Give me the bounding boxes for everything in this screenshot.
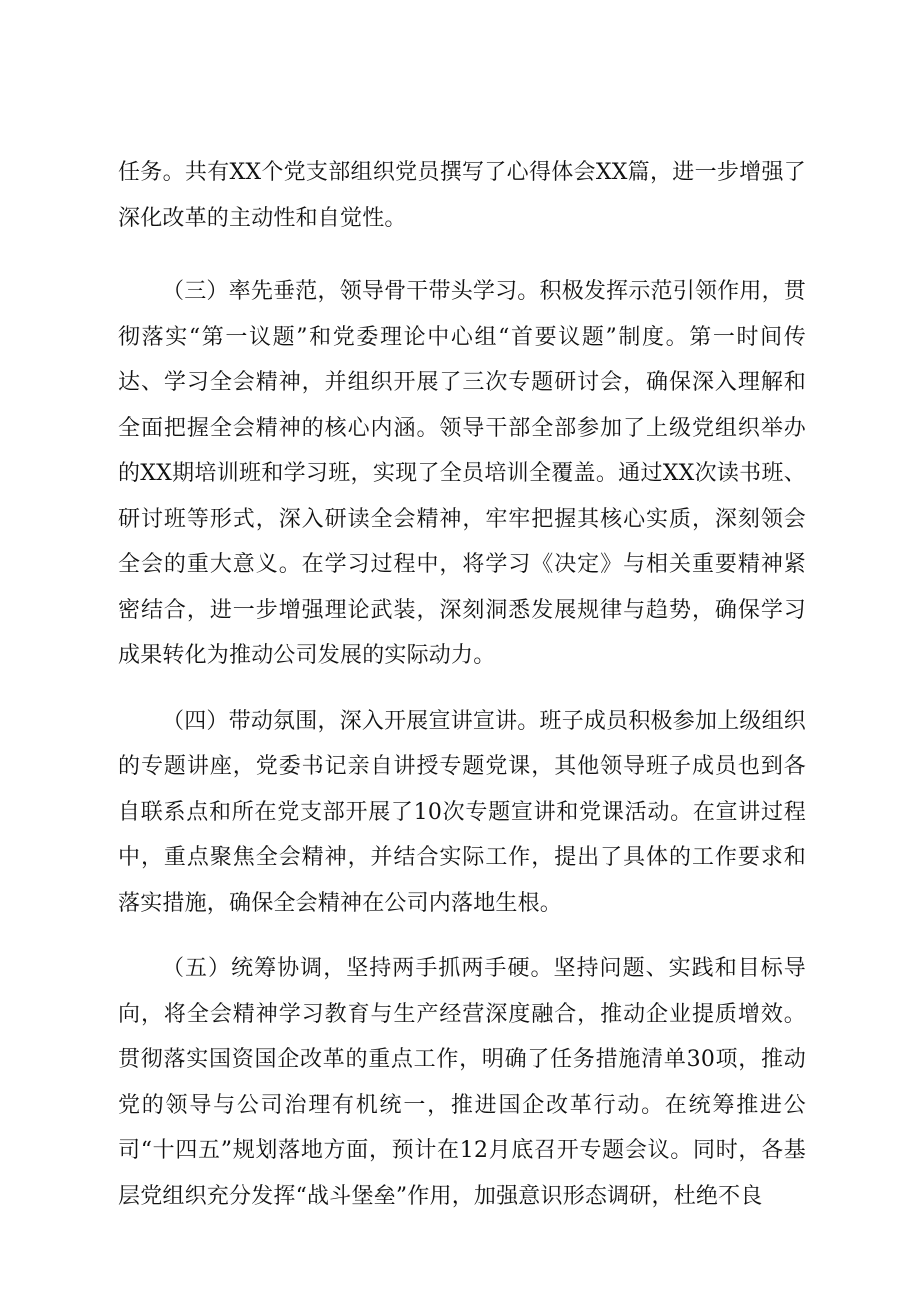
paragraph-section-five: （五）统筹协调，坚持两手抓两手硬。坚持问题、实践和目标导向，将全会精神学习教育与生产经营深度融合，推动企业提质增效。贯彻落实国资国企改革的重点工作，明确了任务措施清单30项，推动党的领导与公司治理有机统一，推进国企改革行动。在统筹推进公司“十四五”规划落地方面，预计在12月底召开专题会议。同时，各基层党组织充分发挥“战斗堡垒”作用，加强意识形态调研，杜绝不良 bbox=[118, 956, 806, 1209]
paragraph-section-four: （四）带动氛围，深入开展宣讲宣讲。班子成员积极参加上级组织的专题讲座，党委书记亲自讲授专题党课，其他领导班子成员也到各自联系点和所在党支部开展了10次专题宣讲和党课活动。在宣讲过程中，重点聚焦全会精神，并结合实际工作，提出了具体的工作要求和落实措施，确保全会精神在公司内落地生根。 bbox=[118, 708, 806, 916]
paragraph-continuation: 任务。共有XX个党支部组织党员撰写了心得体会XX篇，进一步增强了深化改革的主动性和自觉性。 bbox=[118, 160, 806, 231]
paragraph-section-three: （三）率先垂范，领导骨干带头学习。积极发挥示范引领作用，贯彻落实“第一议题”和党委理论中心组“首要议题”制度。第一时间传达、学习全会精神，并组织开展了三次专题研讨会，确保深入理解和全面把握全会精神的核心内涵。领导干部全部参加了上级党组织举办的XX期培训班和学习班，实现了全员培训全覆盖。通过XX次读书班、研讨班等形式，深入研读全会精神，牢牢把握其核心实质，深刻领会全会的重大意义。在学习过程中，将学习《决定》与相关重要精神紧密结合，进一步增强理论武装，深刻洞悉发展规律与趋势，确保学习成果转化为推动公司发展的实际动力。 bbox=[118, 279, 806, 668]
document-page bbox=[118, 150, 806, 1219]
